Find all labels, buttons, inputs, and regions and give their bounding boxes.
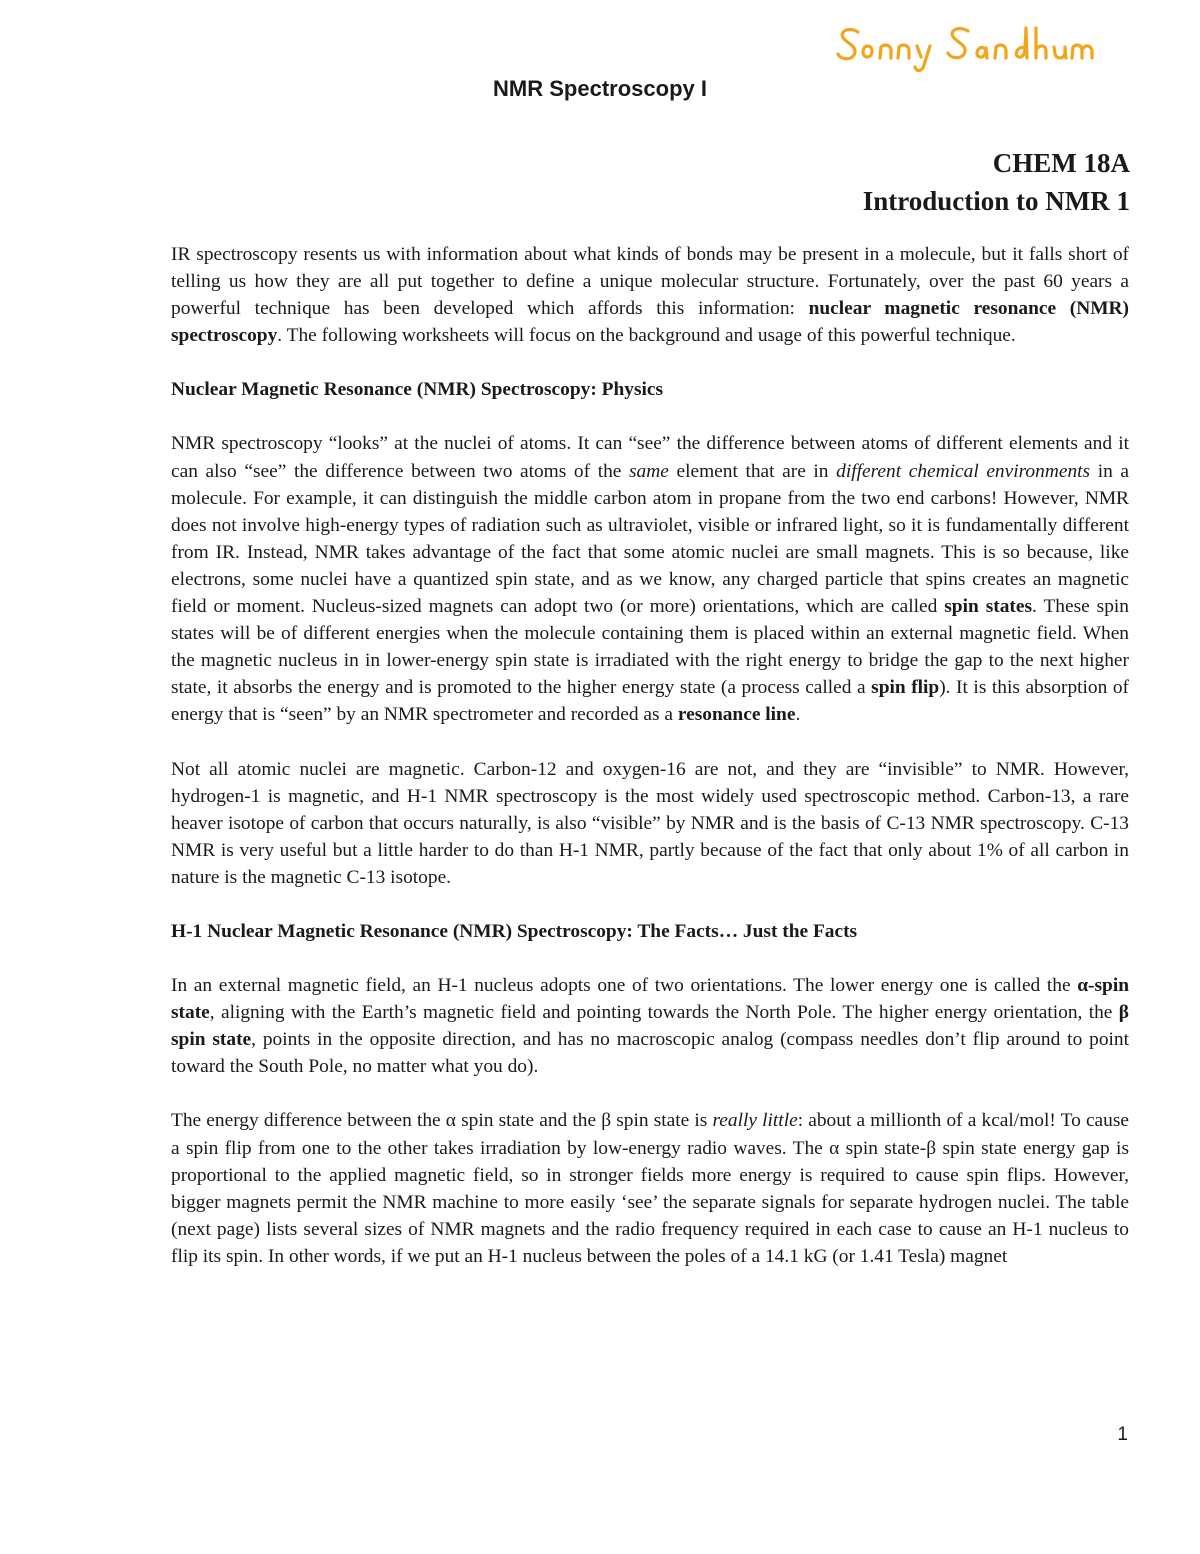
course-code: CHEM 18A bbox=[992, 148, 1130, 178]
section-heading-physics: Nuclear Magnetic Resonance (NMR) Spectroscopy: Physics bbox=[171, 379, 664, 401]
intro-paragraph: IR spectroscopy resents us with information about what kinds of bonds may be present in a molecule, but it falls short of telling us how they are all put together to define a unique molecular structure. Fortunately, over the past 60 years a powerful technique has been developed which affords this information: nuclear magnetic resonance (NMR) spectroscopy. The following worksheets will focus on the background and usage of this powerful technique. bbox=[171, 244, 1129, 347]
physics-paragraph-1: NMR spectroscopy “looks” at the nuclei of atoms. It can “see” the difference between atoms of different elements and it can also “see” the difference between two atoms of the same element that are in different chemical environments in a molecule. For example, it can distinguish the middle carbon atom in propane from the two end carbons! However, NMR does not involve high-energy types of radiation such as ultraviolet, visible or infrared light, so it is fundamentally different from IR. Instead, NMR takes advantage of the fact that some atomic nuclei are small magnets. This is so because, like electrons, some nuclei have a quantized spin state, and as we know, any charged particle that spins creates an magnetic field or moment. Nucleus-sized magnets can adopt two (or more) orientations, which are called spin states. These spin states will be of different energies when the molecule containing them is placed within an external magnetic field. When the magnetic nucleus in in lower-energy spin state is irradiated with the right energy to bridge the gap to the next higher state, it absorbs the energy and is promoted to the higher energy state (a process called a spin flip). It is this absorption of energy that is “seen” by an NMR spectrometer and recorded as a resonance line. bbox=[171, 433, 1129, 726]
course-heading bbox=[863, 144, 1130, 220]
section-heading-facts: H-1 Nuclear Magnetic Resonance (NMR) Spectroscopy: The Facts… Just the Facts bbox=[171, 920, 858, 942]
page-number: 1 bbox=[1117, 1424, 1128, 1445]
facts-paragraph-2: The energy difference between the α spin state and the β spin state is really little: about a millionth of a kcal/mol! To cause a spin flip from one to the other takes irradiation by low-energy radio waves. The α spin state-β spin state energy gap is proportional to the applied magnetic field, so in stronger fields more energy is required to cause spin flips. However, bigger magnets permit the NMR machine to more easily ‘see’ the separate signals for separate hydrogen nuclei. The table (next page) lists several sizes of NMR magnets and the radio frequency required in each case to cause an H-1 nucleus to flip its spin. In other words, if we put an H-1 nucleus between the poles of a 14.1 kG (or 1.41 Tesla) magnet bbox=[171, 1110, 1129, 1267]
facts-paragraph-1: In an external magnetic field, an H-1 nucleus adopts one of two orientations. The lower energy one is called the α-spin state, aligning with the Earth’s magnetic field and pointing towards the North Pole. The higher energy orientation, the β spin state, points in the opposite direction, and has no macroscopic analog (compass needles don’t flip around to point toward the South Pole, no matter what you do). bbox=[171, 975, 1129, 1078]
physics-paragraph-2: Not all atomic nuclei are magnetic. Carbon-12 and oxygen-16 are not, and they are “invisible” to NMR. However, hydrogen-1 is magnetic, and H-1 NMR spectroscopy is the most widely used spectroscopic method. Carbon-13, a rare heaver isotope of carbon that occurs naturally, is also “visible” by NMR and is the basis of C-13 NMR spectroscopy. C-13 NMR is very useful but a little harder to do than H-1 NMR, partly because of the fact that only about 1% of all carbon in nature is the magnetic C-13 isotope. bbox=[171, 758, 1129, 888]
header-title: NMR Spectroscopy I bbox=[493, 76, 707, 101]
document-body bbox=[171, 241, 1129, 1270]
course-title: Introduction to NMR 1 bbox=[862, 186, 1130, 216]
handwritten-signature bbox=[834, 20, 1104, 78]
